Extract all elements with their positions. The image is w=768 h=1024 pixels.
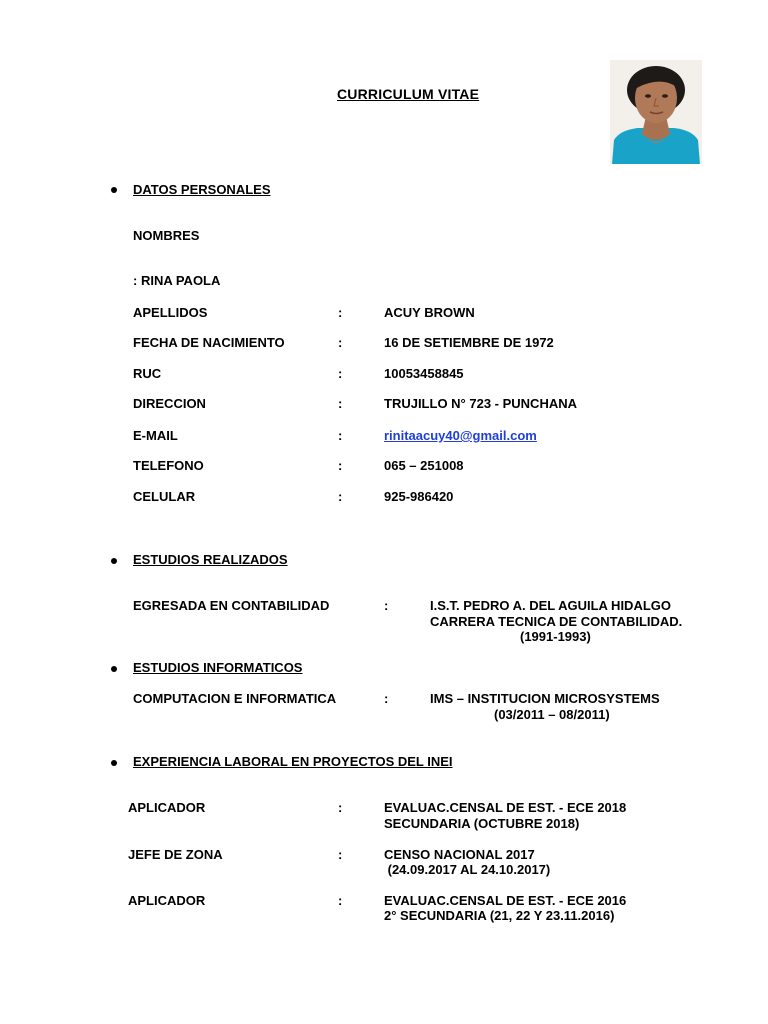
- experience-role: APLICADOR: [128, 800, 206, 815]
- studies-label: EGRESADA EN CONTABILIDAD: [133, 598, 330, 613]
- computing-dates: (03/2011 – 08/2011): [494, 707, 610, 722]
- experience-separator: :: [338, 847, 343, 862]
- experience-separator: :: [338, 800, 343, 815]
- experience-role: APLICADOR: [128, 893, 206, 908]
- bullet-computing: [111, 666, 117, 672]
- profile-photo: [610, 60, 702, 164]
- personal-row-label: CELULAR: [133, 489, 196, 504]
- personal-row-separator: :: [338, 305, 343, 320]
- personal-row-separator: :: [338, 396, 343, 411]
- personal-row-value: 10053458845: [384, 366, 464, 381]
- personal-row-label: FECHA DE NACIMIENTO: [133, 335, 285, 350]
- personal-row-label: RUC: [133, 366, 162, 381]
- section-heading-studies: ESTUDIOS REALIZADOS: [133, 552, 288, 567]
- experience-detail: (24.09.2017 AL 24.10.2017): [384, 862, 551, 877]
- personal-row-separator: :: [338, 428, 343, 443]
- studies-years: (1991-1993): [520, 629, 591, 644]
- studies-separator: :: [384, 598, 389, 613]
- personal-row-label: DIRECCION: [133, 396, 206, 411]
- bullet-studies: [111, 558, 117, 564]
- personal-row-label: APELLIDOS: [133, 305, 208, 320]
- experience-role: JEFE DE ZONA: [128, 847, 223, 862]
- personal-row-value: ACUY BROWN: [384, 305, 475, 320]
- computing-separator: :: [384, 691, 389, 706]
- document-title: CURRICULUM VITAE: [337, 86, 480, 102]
- experience-detail: 2° SECUNDARIA (21, 22 Y 23.11.2016): [384, 908, 615, 923]
- experience-project: EVALUAC.CENSAL DE EST. - ECE 2016: [384, 893, 627, 908]
- computing-label: COMPUTACION E INFORMATICA: [133, 691, 337, 706]
- bullet-personal: [111, 187, 117, 193]
- studies-career: CARRERA TECNICA DE CONTABILIDAD.: [430, 614, 683, 629]
- personal-row-label: TELEFONO: [133, 458, 204, 473]
- personal-row-separator: :: [338, 489, 343, 504]
- experience-detail: SECUNDARIA (OCTUBRE 2018): [384, 816, 580, 831]
- nombres-value: : RINA PAOLA: [133, 273, 221, 288]
- section-heading-personal: DATOS PERSONALES: [133, 182, 271, 197]
- email-link[interactable]: rinitaacuy40@gmail.com: [384, 428, 537, 443]
- personal-row-value: 16 DE SETIEMBRE DE 1972: [384, 335, 554, 350]
- profile-photo-image: [610, 60, 702, 164]
- personal-row-separator: :: [338, 458, 343, 473]
- computing-institution: IMS – INSTITUCION MICROSYSTEMS: [430, 691, 660, 706]
- experience-project: EVALUAC.CENSAL DE EST. - ECE 2018: [384, 800, 627, 815]
- personal-row-value: 065 – 251008: [384, 458, 464, 473]
- experience-project: CENSO NACIONAL 2017: [384, 847, 535, 862]
- personal-row-separator: :: [338, 335, 343, 350]
- nombres-label: NOMBRES: [133, 228, 200, 243]
- personal-row-value: 925-986420: [384, 489, 454, 504]
- personal-row-separator: :: [338, 366, 343, 381]
- section-heading-computing: ESTUDIOS INFORMATICOS: [133, 660, 303, 675]
- personal-row-label: E-MAIL: [133, 428, 178, 443]
- section-heading-experience: EXPERIENCIA LABORAL EN PROYECTOS DEL INEI: [133, 754, 453, 769]
- studies-institution: I.S.T. PEDRO A. DEL AGUILA HIDALGO: [430, 598, 671, 613]
- bullet-experience: [111, 760, 117, 766]
- experience-separator: :: [338, 893, 343, 908]
- personal-row-value: TRUJILLO N° 723 - PUNCHANA: [384, 396, 577, 411]
